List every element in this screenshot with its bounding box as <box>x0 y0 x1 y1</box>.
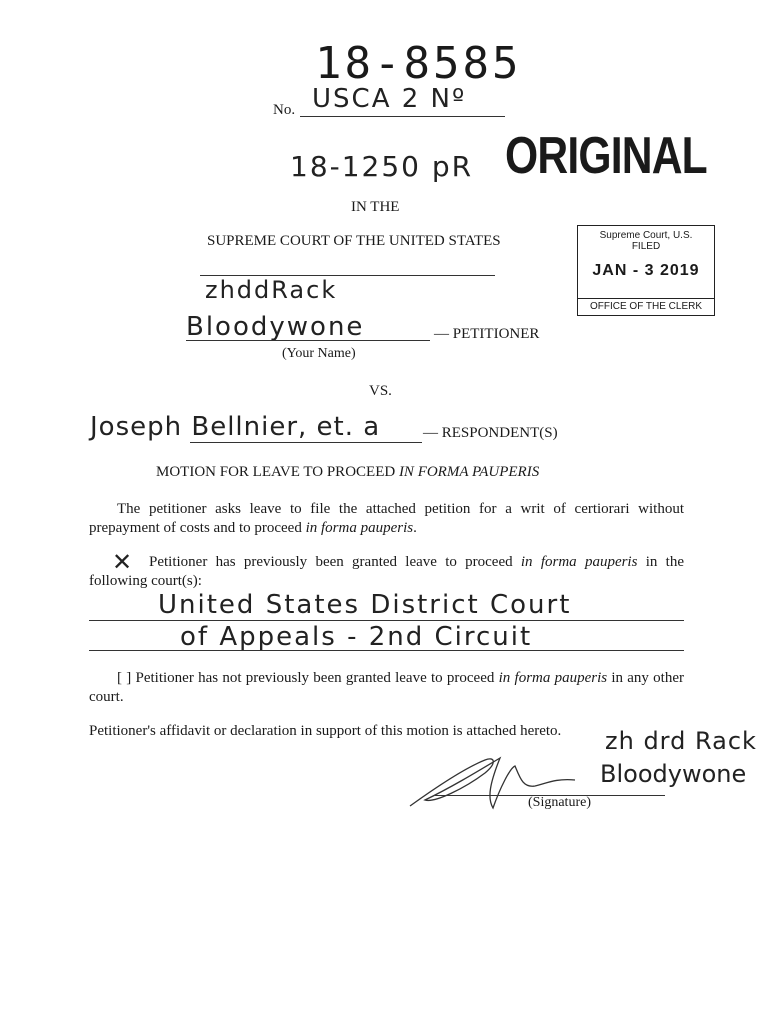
court-line-1: United States District Court <box>158 590 572 620</box>
court-underline-2 <box>89 650 684 651</box>
docket-handwritten: 18-1250 pR <box>290 150 474 183</box>
p3-checkbox: [ ] <box>117 670 132 686</box>
p1-italic: in forma pauperis <box>305 520 414 536</box>
motion-title-prefix: MOTION FOR LEAVE TO PROCEED <box>156 464 399 480</box>
paragraph-3 <box>89 669 684 707</box>
stamp-office: OFFICE OF THE CLERK <box>578 298 714 312</box>
vs-label: VS. <box>369 383 392 399</box>
in-the-label: IN THE <box>351 199 400 215</box>
paragraph-4: Petitioner's affidavit or declaration in support of this motion is attached hereto. <box>89 723 562 739</box>
stamp-line1: Supreme Court, U.S. <box>599 230 693 241</box>
p3-text1: Petitioner has <box>135 670 223 686</box>
respondent-line <box>190 442 422 443</box>
stamp-line2: FILED <box>631 241 661 252</box>
previous-leave-check: ✕ <box>112 548 133 576</box>
p3-text2: previously been granted leave to proceed <box>241 670 499 686</box>
signature-hand-line2: Bloodywone <box>600 760 747 788</box>
stamp-date: JAN - 3 2019 <box>592 262 700 279</box>
p2-text: Petitioner has previously been granted leave to proceed <box>149 554 521 570</box>
petitioner-role: — PETITIONER <box>434 326 540 342</box>
case-number: 18-8585 <box>315 38 522 89</box>
p2-italic: in forma pauperis <box>520 554 638 570</box>
no-handwritten: USCA 2 Nº <box>312 84 467 114</box>
p1-end: . <box>413 520 417 536</box>
signature-hand-line1: zh drd Rack <box>605 727 757 755</box>
p3-italic1: in forma <box>498 670 551 686</box>
respondent-name: Joseph Bellnier, et. a <box>90 412 381 442</box>
petitioner-name-line2: Bloodywone <box>186 312 365 342</box>
petitioner-line-2 <box>186 340 430 341</box>
p3-text3: in any other court. <box>89 670 684 705</box>
p2-end: in the following court(s): <box>89 554 684 589</box>
motion-title-italic: IN FORMA PAUPERIS <box>398 464 540 480</box>
petitioner-name-line1: zhddRack <box>205 276 338 304</box>
paragraph-1 <box>89 500 684 538</box>
your-name-label: (Your Name) <box>282 346 356 361</box>
original-stamp: ORIGINAL <box>505 127 707 185</box>
no-label: No. <box>273 102 296 118</box>
court-underline-1 <box>89 620 684 621</box>
p3-italic2: pauperis <box>554 670 608 686</box>
filed-stamp <box>577 225 715 316</box>
p3-not: not <box>222 670 242 686</box>
no-line <box>300 116 505 117</box>
signature-label: (Signature) <box>528 795 591 810</box>
respondent-role: — RESPONDENT(S) <box>423 425 558 441</box>
court-line-2: of Appeals - 2nd Circuit <box>180 622 533 652</box>
p1-text: The petitioner asks leave to file the attached petition for a writ of certiorari without prepayment of costs and to proceed <box>89 501 684 536</box>
court-name: SUPREME COURT OF THE UNITED STATES <box>207 233 501 249</box>
motion-title <box>156 464 539 481</box>
paragraph-2 <box>89 553 684 591</box>
